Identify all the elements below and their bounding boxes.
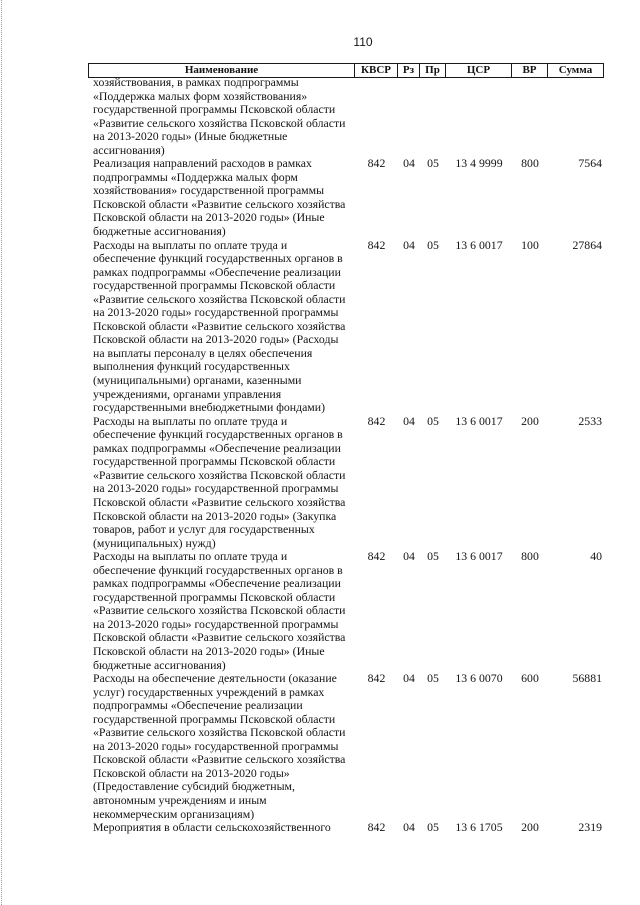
csr-cell: 13 6 0017 (455, 413, 503, 428)
csr-cell (446, 76, 512, 157)
name-line: Псковской области на 2013-2020 годы» (Иные (93, 643, 325, 658)
name-line: государственной программы Псковской области (93, 711, 336, 726)
table-row (88, 672, 604, 821)
table-row (88, 76, 604, 157)
name-line: «Развитие сельского хозяйства Псковской области (93, 725, 346, 740)
name-cell (88, 157, 355, 238)
name-line: (муниципальными) органами, казенными (93, 373, 302, 388)
csr-cell: 13 6 0017 (455, 549, 503, 564)
name-line: на 2013-2020 годы» (Иные бюджетные (93, 129, 288, 144)
name-line: Расходы на выплаты по оплате труда и (93, 549, 288, 564)
vr-cell: 800 (521, 549, 539, 564)
kvsr-cell: 842 (367, 820, 386, 835)
name-line: «Поддержка малых форм хозяйствования» (93, 88, 308, 103)
sum-cell: 2533 (578, 413, 602, 428)
name-cell (88, 821, 355, 835)
kvsr-cell: 842 (367, 671, 386, 686)
name-line: Псковской области «Развитие сельского хозяйства (93, 752, 346, 767)
name-line: Псковской области «Развитие сельского хозяйства (93, 494, 346, 509)
name-line: бюджетные ассигнования) (93, 657, 226, 672)
csr-cell: 13 6 1705 (455, 820, 503, 835)
kvsr-cell: 842 (367, 549, 386, 564)
name-line: Мероприятия в области сельскохозяйственного (93, 820, 331, 835)
table-row (88, 415, 604, 550)
name-line: Псковской области «Развитие сельского хозяйства (93, 318, 346, 333)
name-line: (Предоставление субсидий бюджетным, (93, 779, 295, 794)
rz-cell: 04 (403, 156, 415, 171)
vr-cell: 600 (521, 671, 539, 686)
name-line: государственной программы Псковской области (93, 589, 336, 604)
pr-cell: 05 (427, 413, 439, 428)
vr-cell: 200 (521, 820, 539, 835)
name-line: рамках подпрограммы «Обеспечение реализации (93, 264, 341, 279)
kvsr-cell: 842 (367, 413, 386, 428)
name-line: государственной программы Псковской области (93, 278, 336, 293)
name-line: учреждениями, органами управления (93, 386, 282, 401)
pr-cell: 05 (427, 237, 439, 252)
name-cell (88, 76, 355, 157)
name-line: обеспечение функций государственных органов в (93, 251, 343, 266)
csr-cell: 13 6 0017 (455, 237, 503, 252)
vr-cell: 200 (521, 413, 539, 428)
name-line: некоммерческим организациям) (93, 806, 255, 821)
header-sum: Сумма (558, 64, 593, 76)
table-row (88, 821, 604, 835)
name-line: товаров, работ и услуг для государственных (93, 522, 315, 537)
name-line: рамках подпрограммы «Обеспечение реализации (93, 440, 341, 455)
name-line: обеспечение функций государственных органов в (93, 427, 343, 442)
name-line: рамках подпрограммы «Обеспечение реализации (93, 576, 341, 591)
csr-cell: 13 6 0070 (455, 671, 503, 686)
pr-cell: 05 (427, 671, 439, 686)
name-line: Псковской области на 2013-2020 годы» (93, 765, 290, 780)
name-line: услуг) государственных учреждений в рамках (93, 684, 325, 699)
table-body (88, 76, 604, 835)
sum-cell: 7564 (578, 156, 602, 171)
name-cell (88, 550, 355, 672)
table-row (88, 157, 604, 238)
rz-cell: 04 (403, 549, 415, 564)
pr-cell: 05 (427, 549, 439, 564)
sum-cell: 56881 (572, 671, 602, 686)
name-line: Псковской области на 2013-2020 годы» (Расходы (93, 332, 339, 347)
name-line: на 2013-2020 годы» государственной программы (93, 738, 339, 753)
name-cell (88, 415, 355, 550)
sum-cell: 27864 (572, 237, 602, 252)
name-line: Расходы на обеспечение деятельности (оказание (93, 671, 337, 686)
name-line: «Развитие сельского хозяйства Псковской области (93, 291, 346, 306)
name-line: на выплаты персоналу в целях обеспечения (93, 345, 313, 360)
pr-cell: 05 (427, 156, 439, 171)
name-line: Псковской области «Развитие сельского хозяйства (93, 196, 346, 211)
name-line: Расходы на выплаты по оплате труда и (93, 413, 288, 428)
name-cell (88, 239, 355, 415)
name-line: Псковской области на 2013-2020 годы» (Иные (93, 210, 325, 225)
name-line: «Развитие сельского хозяйства Псковской области (93, 603, 346, 618)
name-line: «Развитие сельского хозяйства Псковской области (93, 115, 346, 130)
name-line: на 2013-2020 годы» государственной программы (93, 481, 339, 496)
sum-cell: 40 (590, 549, 602, 564)
pr-cell (420, 76, 446, 157)
table-row (88, 550, 604, 672)
name-line: хозяйствования» государственной программы (93, 183, 325, 198)
name-line: ассигнования) (93, 142, 165, 157)
name-line: Реализация направлений расходов в рамках (93, 156, 312, 171)
name-line: государственными внебюджетными фондами) (93, 400, 326, 415)
vr-cell: 100 (521, 237, 539, 252)
name-line: обеспечение функций государственных органов в (93, 562, 343, 577)
name-cell (88, 672, 355, 821)
header-csr: ЦСР (446, 64, 512, 77)
pr-cell: 05 (427, 820, 439, 835)
name-line: автономным учреждениям и иным (93, 792, 267, 807)
scan-edge-artifact (1, 0, 2, 905)
rz-cell (398, 76, 420, 157)
csr-cell: 13 4 9999 (455, 156, 503, 171)
kvsr-cell: 842 (367, 237, 386, 252)
sum-cell: 2319 (578, 820, 602, 835)
header-vr: ВР (512, 64, 548, 77)
name-line: подпрограммы «Поддержка малых форм (93, 169, 298, 184)
kvsr-cell: 842 (367, 156, 386, 171)
table-row (88, 239, 604, 415)
name-line: Псковской области «Развитие сельского хозяйства (93, 630, 346, 645)
name-line: бюджетные ассигнования) (93, 224, 226, 239)
name-line: на 2013-2020 годы» государственной программы (93, 616, 339, 631)
vr-cell: 800 (521, 156, 539, 171)
name-line: Расходы на выплаты по оплате труда и (93, 237, 288, 252)
rz-cell: 04 (403, 413, 415, 428)
page-number: 110 (353, 35, 373, 49)
sum-cell (548, 76, 604, 157)
name-line: выполнения функций государственных (93, 359, 290, 374)
vr-cell (512, 76, 548, 157)
rz-cell: 04 (403, 237, 415, 252)
name-line: подпрограммы «Обеспечение реализации (93, 698, 303, 713)
name-line: государственной программы Псковской области (93, 454, 336, 469)
header-name: Наименование (89, 64, 355, 77)
header-rz: Рз (398, 64, 420, 77)
name-line: на 2013-2020 годы» государственной программы (93, 305, 339, 320)
name-line: Псковской области на 2013-2020 годы» (Закупка (93, 508, 337, 523)
name-line: хозяйствования, в рамках подпрограммы (93, 75, 299, 89)
name-line: «Развитие сельского хозяйства Псковской области (93, 467, 346, 482)
rz-cell: 04 (403, 820, 415, 835)
rz-cell: 04 (403, 671, 415, 686)
name-line: государственной программы Псковской области (93, 102, 336, 117)
header-kvsr: КВСР (355, 64, 398, 77)
kvsr-cell (355, 76, 398, 157)
name-line: (муниципальных) нужд) (93, 535, 216, 550)
header-pr: Пр (420, 64, 446, 77)
